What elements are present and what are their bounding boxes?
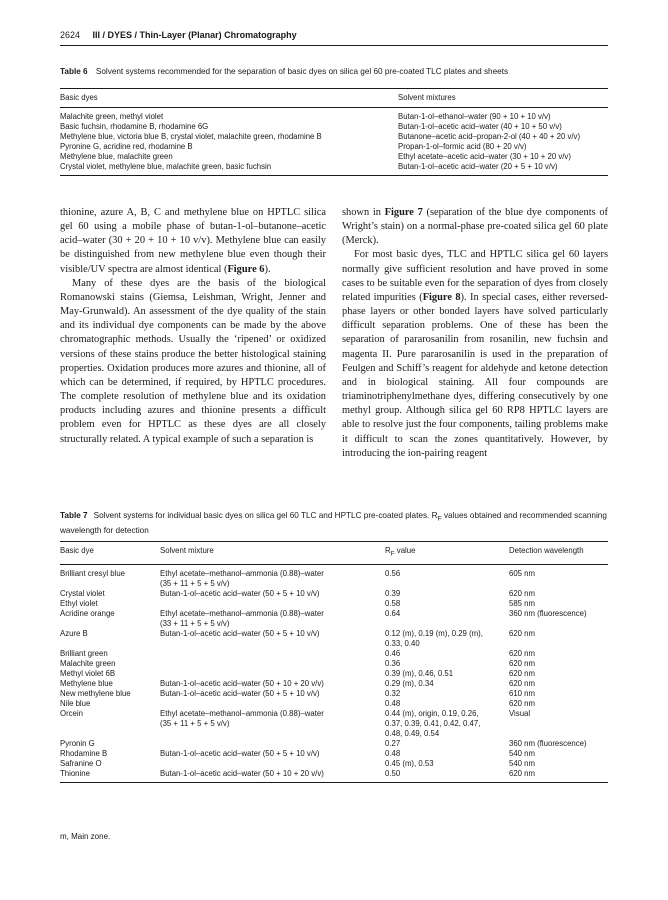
table-row — [60, 669, 608, 679]
table6 — [60, 88, 608, 176]
paragraph — [342, 206, 608, 248]
table7-cell-rf-line: 0.39 — [385, 588, 401, 598]
table7-cell-solvent — [160, 589, 385, 599]
paragraph-text: thionine, azure A, B, C and methylene blue on HPTLC silica gel 60 using a mobile phase of butan-1-ol–butanone–acetic acid–water (30 + 20 + 10 + 10 v/v). Methylene blue can easily be distinguished from new methylene blue even though their visible/UV spectra are almost identical ( — [60, 207, 326, 275]
table7-cell-detection-line: 620 nm — [509, 648, 536, 658]
table7-cell-rf — [385, 659, 509, 669]
table7-cell-dye — [60, 589, 160, 599]
table6-cell-dyes: Malachite green, methyl violet — [60, 112, 164, 121]
table7-cell-solvent — [160, 749, 385, 759]
table-row — [60, 609, 608, 629]
table7-cell-solvent — [160, 649, 385, 659]
paragraph-text: For most basic dyes, TLC and HPTLC silica gel 60 layers normally give sufficient resolution and have proved in some cases to be suitable even for the separation of dyes from closely related impurities ( — [342, 249, 608, 303]
paragraph: Many of these dyes are the basis of the biological Romanowski stains (Giemsa, Leishman, Wright, Jenner and May-Grunwald). An assessment of the dye quality of the stain and its individual dye components can be made by the above chromatographic methods. Usually the ‘ripened’ or oxidized versions of these stains produce the better histological staining properties. Oxidation produces more azures and thionine, all of which can be determined, if required, by HPTLC procedures. The complete resolution of methylene blue and its oxidation products including azures and thionine presents a difficult problem even for HPTLC as these dyes are all closely structurally related. A typical example of such a separation is — [60, 277, 326, 445]
table6-cell-dyes: Methylene blue, malachite green — [60, 152, 173, 161]
table7-cell-solvent — [160, 599, 385, 609]
table7-cell-detection — [509, 669, 608, 679]
table-row — [60, 749, 608, 759]
table7-cell-rf-line: 0.48 — [385, 698, 401, 708]
table7-cell-solvent — [160, 759, 385, 769]
table7-cell-solvent-line: Ethyl acetate–methanol–ammonia (0.88)–water — [160, 568, 324, 578]
table-row — [60, 769, 608, 783]
figure-7-link[interactable]: Figure 7 — [384, 207, 423, 218]
table7-cell-solvent-line: (33 + 11 + 5 + 5 v/v) — [160, 618, 230, 628]
table7-cell-solvent-line: (35 + 11 + 5 + 5 v/v) — [160, 718, 230, 728]
table6-header-solvent-mixtures: Solvent mixtures — [398, 93, 456, 102]
table7-cell-rf — [385, 689, 509, 699]
table7-cell-rf — [385, 564, 509, 589]
table7-cell-dye-line: New methylene blue — [60, 688, 131, 698]
table6-cell-dyes: Pyronine G, acridine red, rhodamine B — [60, 142, 193, 151]
table7-cell-rf-line: 0.37, 0.39, 0.41, 0.42, 0.47, — [385, 718, 481, 728]
table7-body — [60, 564, 608, 782]
table7-cell-rf-line: 0.33, 0.40 — [385, 638, 420, 648]
table7-cell-dye-line: Azure B — [60, 628, 88, 638]
table7-cell-rf-line: 0.56 — [385, 568, 401, 578]
table7-cell-dye-line: Malachite green — [60, 658, 116, 668]
table7-cell-dye — [60, 564, 160, 589]
table-row — [60, 132, 608, 142]
table7-cell-dye-line: Acridine orange — [60, 608, 115, 618]
table-row — [60, 599, 608, 609]
table7-cell-rf — [385, 649, 509, 659]
table7-header-detection-wavelength: Detection wavelength — [509, 546, 584, 555]
table7-cell-rf — [385, 769, 509, 783]
table7-cell-detection — [509, 589, 608, 599]
table7-cell-detection — [509, 739, 608, 749]
table7-cell-dye-line: Crystal violet — [60, 588, 105, 598]
body-column-left — [60, 206, 326, 447]
table7-cell-rf — [385, 749, 509, 759]
running-header — [60, 30, 608, 40]
table7-cell-rf-line: 0.48 — [385, 748, 401, 758]
table-row — [60, 108, 608, 123]
table7-cell-detection — [509, 679, 608, 689]
body-column-right — [342, 206, 608, 461]
table7-cell-dye — [60, 739, 160, 749]
table7-cell-dye-line: Brilliant cresyl blue — [60, 568, 125, 578]
table7-cell-dye — [60, 689, 160, 699]
table7-cell-detection-line: 620 nm — [509, 678, 536, 688]
table7-caption-text: Solvent systems for individual basic dyes on silica gel 60 TLC and HPTLC pre-coated plates. R — [93, 511, 438, 520]
table7-cell-rf-line: 0.45 (m), 0.53 — [385, 758, 434, 768]
table7-cell-rf-line: 0.50 — [385, 768, 401, 778]
table7-cell-dye-line: Methyl violet 6B — [60, 668, 116, 678]
table7-cell-detection-line: 540 nm — [509, 758, 536, 768]
table7-cell-solvent — [160, 564, 385, 589]
table7-cell-solvent-line: Butan-1-ol–acetic acid–water (50 + 10 + 20 v/v) — [160, 768, 324, 778]
table7-cell-solvent — [160, 769, 385, 783]
table7-cell-solvent — [160, 679, 385, 689]
table7-cell-detection — [509, 749, 608, 759]
table7-cell-dye — [60, 679, 160, 689]
table7-cell-detection-line: 620 nm — [509, 658, 536, 668]
table7-cell-rf — [385, 699, 509, 709]
table7-cell-solvent — [160, 609, 385, 629]
table7-cell-dye — [60, 699, 160, 709]
table7-cell-solvent-line: Butan-1-ol–acetic acid–water (50 + 5 + 10 v/v) — [160, 748, 320, 758]
table7-cell-detection — [509, 759, 608, 769]
table7-cell-solvent — [160, 699, 385, 709]
table7-footnote: m, Main zone. — [60, 832, 111, 841]
table7-cell-dye-line: Thionine — [60, 768, 90, 778]
table7-cell-dye-line: Safranine O — [60, 758, 102, 768]
table7-cell-rf — [385, 709, 509, 739]
table7-cell-solvent-line: Butan-1-ol–acetic acid–water (50 + 5 + 10 v/v) — [160, 588, 320, 598]
table7-cell-solvent — [160, 669, 385, 679]
table-row — [60, 689, 608, 699]
table7-cell-dye-line: Ethyl violet — [60, 598, 98, 608]
table7-cell-dye — [60, 769, 160, 783]
table7-cell-detection — [509, 609, 608, 629]
table7-cell-solvent-line: Butan-1-ol–acetic acid–water (50 + 5 + 10 v/v) — [160, 688, 320, 698]
table7-cell-rf-line: 0.29 (m), 0.34 — [385, 678, 434, 688]
table7-cell-rf-line: 0.36 — [385, 658, 401, 668]
table7-cell-detection-line: 360 nm (fluorescence) — [509, 608, 587, 618]
table7-cell-detection-line: 620 nm — [509, 588, 536, 598]
table7-cell-dye — [60, 649, 160, 659]
table7-cell-solvent-line: (35 + 11 + 5 + 5 v/v) — [160, 578, 230, 588]
table7-cell-solvent — [160, 739, 385, 749]
table-row — [60, 699, 608, 709]
table7-cell-detection — [509, 689, 608, 699]
figure-6-link[interactable]: Figure 6 — [227, 263, 265, 275]
table7-cell-detection — [509, 769, 608, 783]
table7-header-rf-value — [385, 542, 509, 565]
table7-cell-detection-line: 620 nm — [509, 768, 536, 778]
table7-cell-detection-line: 360 nm (fluorescence) — [509, 738, 587, 748]
table7-cell-detection-line: 620 nm — [509, 698, 536, 708]
table7-cell-dye-line: Brilliant green — [60, 648, 108, 658]
table7 — [60, 541, 608, 783]
table6-header-basic-dyes: Basic dyes — [60, 93, 98, 102]
table7-cell-dye — [60, 629, 160, 649]
table7-cell-detection-line: 610 nm — [509, 688, 536, 698]
table7-cell-detection-line: 620 nm — [509, 668, 536, 678]
table6-cell-solvent: Butan-1-ol–ethanol–water (90 + 10 + 10 v/v) — [398, 112, 551, 121]
rf-header-text: value — [394, 546, 416, 555]
table7-cell-rf-line: 0.32 — [385, 688, 401, 698]
table6-cell-solvent: Butan-1-ol–acetic acid–water (40 + 10 + 50 v/v) — [398, 122, 562, 131]
table6-cell-solvent: Propan-1-ol–formic acid (80 + 20 v/v) — [398, 142, 527, 151]
table7-cell-dye — [60, 709, 160, 739]
table6-label: Table 6 — [60, 67, 88, 76]
table6-cell-dyes: Crystal violet, methylene blue, malachite green, basic fuchsin — [60, 162, 272, 171]
table7-cell-detection-line: Visual — [509, 708, 531, 718]
table6-caption-text: Solvent systems recommended for the separation of basic dyes on silica gel 60 pre-coated TLC plates and sheets — [95, 67, 509, 76]
table-row — [60, 679, 608, 689]
table7-cell-rf — [385, 609, 509, 629]
table7-header-solvent-mixture: Solvent mixture — [160, 546, 214, 555]
table7-cell-rf-line: 0.58 — [385, 598, 401, 608]
table6-cell-solvent: Ethyl acetate–acetic acid–water (30 + 10 + 20 v/v) — [398, 152, 571, 161]
table7-cell-dye — [60, 599, 160, 609]
table7-cell-solvent — [160, 689, 385, 699]
table-row — [60, 759, 608, 769]
page-number: 2624 — [60, 30, 81, 40]
table7-cell-rf — [385, 599, 509, 609]
table7-cell-rf-line: 0.64 — [385, 608, 401, 618]
table7-cell-solvent-line: Butan-1-ol–acetic acid–water (50 + 10 + 20 v/v) — [160, 678, 324, 688]
table6-cell-solvent: Butan-1-ol–acetic acid–water (20 + 5 + 10 v/v) — [398, 162, 558, 171]
table7-cell-dye-line: Nile blue — [60, 698, 91, 708]
paragraph — [342, 248, 608, 460]
table7-cell-rf — [385, 669, 509, 679]
table7-cell-detection — [509, 629, 608, 649]
table6-cell-dyes: Basic fuchsin, rhodamine B, rhodamine 6G — [60, 122, 209, 131]
table6-cell-dyes: Methylene blue, victoria blue B, crystal violet, malachite green, rhodamine B — [60, 132, 322, 141]
table-row — [60, 564, 608, 589]
table7-label: Table 7 — [60, 511, 88, 520]
table7-cell-dye-line: Orcein — [60, 708, 83, 718]
table7-cell-dye-line: Pyronin G — [60, 738, 95, 748]
table-row — [60, 739, 608, 749]
table-row — [60, 709, 608, 739]
table7-cell-detection — [509, 659, 608, 669]
table7-cell-rf-line: 0.39 (m), 0.46, 0.51 — [385, 668, 454, 678]
table-row — [60, 152, 608, 162]
table7-cell-dye — [60, 749, 160, 759]
figure-8-link[interactable]: Figure 8 — [422, 291, 461, 303]
table7-cell-detection — [509, 699, 608, 709]
table7-cell-solvent-line: Ethyl acetate–methanol–ammonia (0.88)–water — [160, 608, 324, 618]
table7-cell-dye — [60, 659, 160, 669]
table7-cell-detection-line: 620 nm — [509, 628, 536, 638]
paragraph-text: shown in — [342, 207, 385, 218]
table7-cell-detection — [509, 599, 608, 609]
table7-cell-rf-line: 0.44 (m), origin, 0.19, 0.26, — [385, 708, 479, 718]
table-row — [60, 589, 608, 599]
table7-cell-dye — [60, 609, 160, 629]
table-row — [60, 122, 608, 132]
table-row — [60, 659, 608, 669]
paragraph-text: (separation of the blue dye components of Wright’s stain) on a normal-phase pre-coated silica gel 60 plate (Merck). — [342, 207, 609, 247]
table7-cell-solvent-line: Ethyl acetate–methanol–ammonia (0.88)–water — [160, 708, 324, 718]
table-row — [60, 649, 608, 659]
table7-cell-rf — [385, 629, 509, 649]
table6-caption — [60, 66, 608, 77]
rf-subscript: F — [390, 550, 395, 558]
paragraph — [60, 206, 326, 277]
table7-cell-detection-line: 540 nm — [509, 748, 536, 758]
table7-cell-solvent — [160, 709, 385, 739]
table-row — [60, 629, 608, 649]
table7-cell-rf — [385, 739, 509, 749]
table7-cell-rf — [385, 589, 509, 599]
table-row — [60, 142, 608, 152]
table7-cell-rf-line: 0.12 (m), 0.19 (m), 0.29 (m), — [385, 628, 483, 638]
table7-cell-dye-line: Rhodamine B — [60, 748, 108, 758]
table7-cell-dye-line: Methylene blue — [60, 678, 113, 688]
table-row — [60, 162, 608, 176]
table7-cell-dye — [60, 759, 160, 769]
table7-caption-text: values obtained and recommended scanning wavelength for detection — [60, 511, 607, 535]
table7-cell-detection-line: 585 nm — [509, 598, 536, 608]
table7-cell-detection — [509, 649, 608, 659]
paragraph-text: ). — [264, 263, 271, 275]
table7-cell-detection-line: 605 nm — [509, 568, 536, 578]
table7-cell-rf-line: 0.48, 0.49, 0.54 — [385, 728, 440, 738]
table7-cell-solvent — [160, 659, 385, 669]
header-rule — [60, 45, 608, 46]
rf-subscript: F — [437, 515, 442, 523]
running-title: III / DYES / Thin-Layer (Planar) Chromatography — [92, 30, 297, 40]
table7-cell-detection — [509, 709, 608, 739]
table7-cell-solvent-line: Butan-1-ol–acetic acid–water (50 + 5 + 10 v/v) — [160, 628, 320, 638]
table7-cell-rf — [385, 759, 509, 769]
table7-cell-rf — [385, 679, 509, 689]
table7-cell-solvent — [160, 629, 385, 649]
table7-cell-dye — [60, 669, 160, 679]
table6-cell-solvent: Butanone–acetic acid–propan-2-ol (40 + 40 + 20 v/v) — [398, 132, 581, 141]
table7-cell-detection — [509, 564, 608, 589]
rf-letter: R — [385, 546, 391, 555]
paragraph-text: ). In special cases, either reversed-phase layers or other bonded layers have solved particularly difficult separation problems. One of these has been the separation of pararosanilin from rosanilin, new fuchsin and magenta II. Pure pararosanilin is used in the preparation of Feulgen and Schiff’s reagent for aldehyde and ketone detection and in biological staining. All four compounds are triaminotriphenylmethane dyes, differing consecutively by one methyl group. Although silica gel 60 RP8 HPTLC layers are able to resolve just the four components, tailing problems make it difficult to scan the zones quantitatively. However, by introducing the ion-pairing reagent — [342, 291, 608, 459]
table7-header-basic-dye: Basic dye — [60, 546, 94, 555]
table7-cell-rf-line: 0.27 — [385, 738, 401, 748]
table7-caption — [60, 510, 608, 536]
table7-cell-rf-line: 0.46 — [385, 648, 401, 658]
